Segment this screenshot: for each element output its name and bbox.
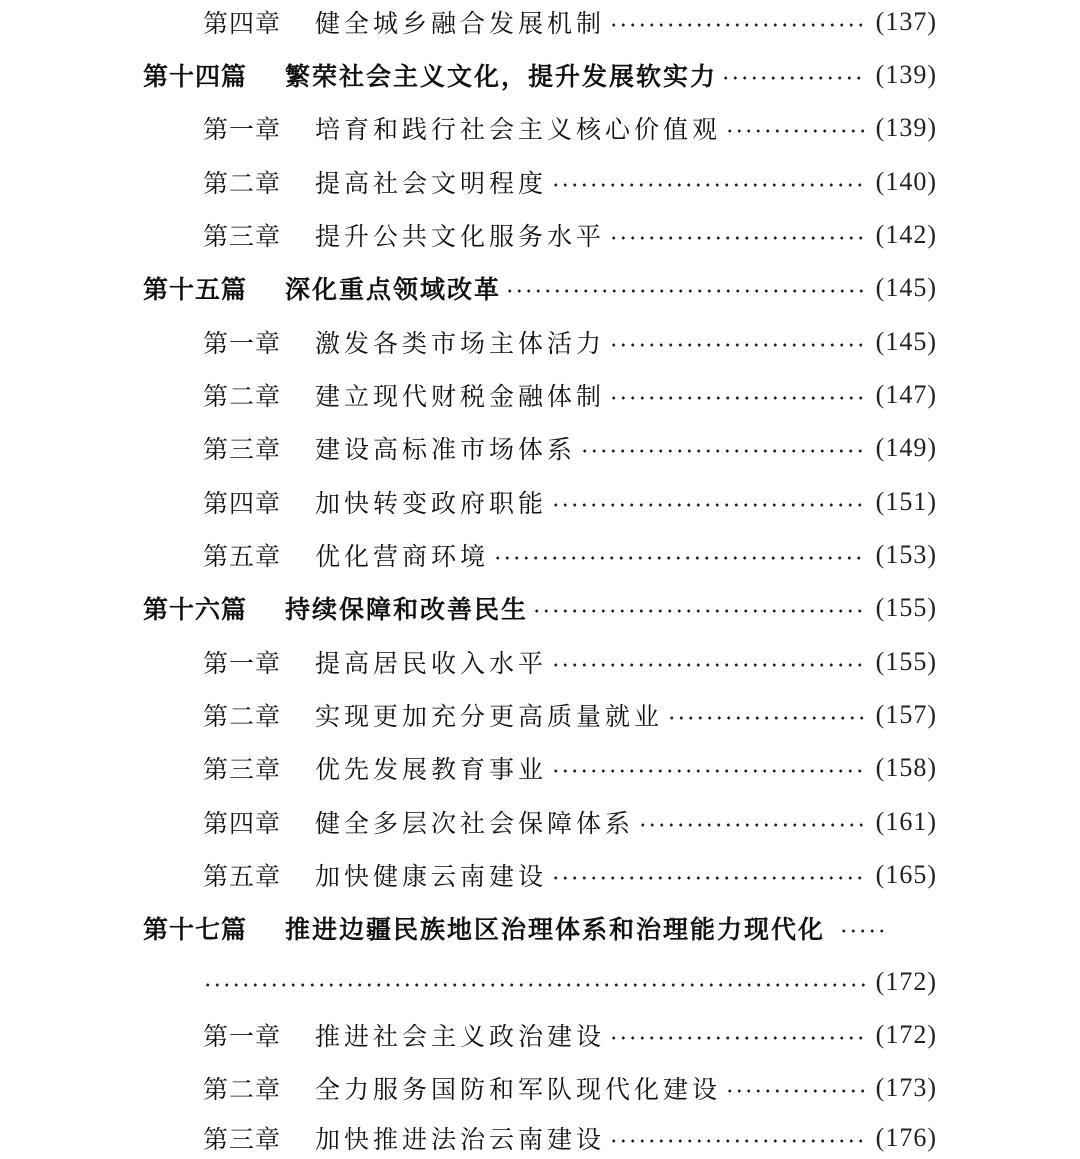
toc-chapter-entry[interactable]: [203, 108, 937, 148]
part-number: 第十六篇: [143, 595, 248, 624]
toc-chapter-entry[interactable]: [203, 1118, 937, 1158]
dot-leader: [580, 449, 866, 453]
page-number: (139): [875, 60, 937, 89]
page-number: (151): [875, 487, 937, 516]
chapter-title: 提高社会文明程度: [315, 169, 548, 198]
page-number: (161): [875, 807, 937, 836]
toc-chapter-entry[interactable]: [203, 802, 937, 842]
chapter-number: 第一章: [203, 115, 282, 144]
part-number: 第十七篇: [143, 915, 248, 944]
dot-leader: [532, 609, 866, 613]
chapter-number: 第五章: [203, 542, 282, 571]
dot-leader: [839, 929, 887, 933]
toc-chapter-entry[interactable]: [203, 1068, 937, 1108]
chapter-number: 第四章: [203, 489, 282, 518]
chapter-number: 第一章: [203, 1022, 282, 1051]
dot-leader: [493, 556, 866, 560]
page-number: (139): [875, 113, 937, 142]
toc-chapter-entry[interactable]: [203, 162, 937, 202]
page-number: (142): [875, 220, 937, 249]
toc-chapter-entry[interactable]: [203, 2, 937, 42]
chapter-number: 第二章: [203, 702, 282, 731]
chapter-title: 加快健康云南建设: [315, 862, 548, 891]
toc-part-entry[interactable]: [143, 268, 937, 308]
toc-chapter-entry[interactable]: [203, 535, 937, 575]
page-number: (145): [875, 327, 937, 356]
page-number: (149): [875, 433, 937, 462]
toc-part-entry[interactable]: [143, 588, 937, 628]
page-number: (157): [875, 700, 937, 729]
dot-leader: [551, 769, 866, 773]
chapter-title: 推进社会主义政治建设: [315, 1022, 606, 1051]
chapter-title: 提高居民收入水平: [315, 649, 548, 678]
chapter-number: 第二章: [203, 1075, 282, 1104]
dot-leader: [725, 1089, 866, 1093]
page-number: (147): [875, 380, 937, 409]
chapter-number: 第四章: [203, 809, 282, 838]
page-number: (176): [875, 1123, 937, 1152]
part-title: 推进边疆民族地区治理体系和治理能力现代化: [285, 915, 826, 944]
dot-leader: [667, 716, 866, 720]
part-title: 深化重点领域改革: [285, 275, 502, 304]
chapter-title: 加快推进法治云南建设: [315, 1125, 606, 1154]
chapter-number: 第三章: [203, 222, 282, 251]
chapter-title: 优先发展教育事业: [315, 755, 548, 784]
dot-leader: [609, 1139, 866, 1143]
page-number: (158): [875, 753, 937, 782]
chapter-number: 第三章: [203, 1125, 282, 1154]
toc-chapter-entry[interactable]: [203, 1015, 937, 1055]
toc-chapter-entry[interactable]: [203, 215, 937, 255]
toc-chapter-entry[interactable]: [203, 322, 937, 362]
dot-leader: [203, 983, 866, 987]
page-number: (145): [875, 273, 937, 302]
dot-leader: [551, 503, 866, 507]
chapter-number: 第一章: [203, 329, 282, 358]
chapter-title: 提升公共文化服务水平: [315, 222, 606, 251]
chapter-number: 第五章: [203, 862, 282, 891]
chapter-number: 第四章: [203, 9, 282, 38]
dot-leader: [609, 396, 866, 400]
chapter-title: 实现更加充分更高质量就业: [315, 702, 664, 731]
chapter-title: 优化营商环境: [315, 542, 490, 571]
dot-leader: [609, 23, 866, 27]
chapter-title: 加快转变政府职能: [315, 489, 548, 518]
dot-leader: [609, 1036, 866, 1040]
page-number: (165): [875, 860, 937, 889]
toc-chapter-entry[interactable]: [203, 642, 937, 682]
part-title: 繁荣社会主义文化，提升发展软实力: [285, 62, 718, 91]
toc-part-entry[interactable]: [143, 908, 930, 948]
chapter-title: 全力服务国防和军队现代化建设: [315, 1075, 722, 1104]
chapter-number: 第三章: [203, 435, 282, 464]
chapter-title: 建设高标准市场体系: [315, 435, 577, 464]
toc-chapter-entry[interactable]: [203, 428, 937, 468]
page-number: (172): [875, 967, 937, 996]
page-number: (155): [875, 647, 937, 676]
page-number: (155): [875, 593, 937, 622]
toc-part-entry[interactable]: [143, 55, 937, 95]
chapter-title: 健全城乡融合发展机制: [315, 9, 606, 38]
dot-leader: [551, 183, 866, 187]
dot-leader: [725, 129, 866, 133]
chapter-number: 第三章: [203, 755, 282, 784]
toc-chapter-entry[interactable]: [203, 482, 937, 522]
chapter-title: 培育和践行社会主义核心价值观: [315, 115, 722, 144]
chapter-title: 激发各类市场主体活力: [315, 329, 606, 358]
toc-chapter-entry[interactable]: [203, 695, 937, 735]
chapter-title: 健全多层次社会保障体系: [315, 809, 635, 838]
chapter-number: 第二章: [203, 382, 282, 411]
toc-chapter-entry[interactable]: [203, 375, 937, 415]
dot-leader: [721, 76, 866, 80]
dot-leader: [609, 343, 866, 347]
page-number: (137): [875, 7, 937, 36]
dot-leader: [638, 823, 866, 827]
page-number: (173): [875, 1073, 937, 1102]
chapter-number: 第二章: [203, 169, 282, 198]
page-number: (172): [875, 1020, 937, 1049]
toc-chapter-entry[interactable]: [203, 748, 937, 788]
dot-leader: [505, 289, 866, 293]
toc-continuation-line[interactable]: [203, 962, 937, 1002]
part-number: 第十五篇: [143, 275, 248, 304]
part-number: 第十四篇: [143, 62, 248, 91]
part-title: 持续保障和改善民生: [285, 595, 529, 624]
chapter-title: 建立现代财税金融体制: [315, 382, 606, 411]
dot-leader: [551, 663, 866, 667]
toc-chapter-entry[interactable]: [203, 855, 937, 895]
page-number: (140): [875, 167, 937, 196]
dot-leader: [609, 236, 866, 240]
page-number: (153): [875, 540, 937, 569]
dot-leader: [551, 876, 866, 880]
chapter-number: 第一章: [203, 649, 282, 678]
